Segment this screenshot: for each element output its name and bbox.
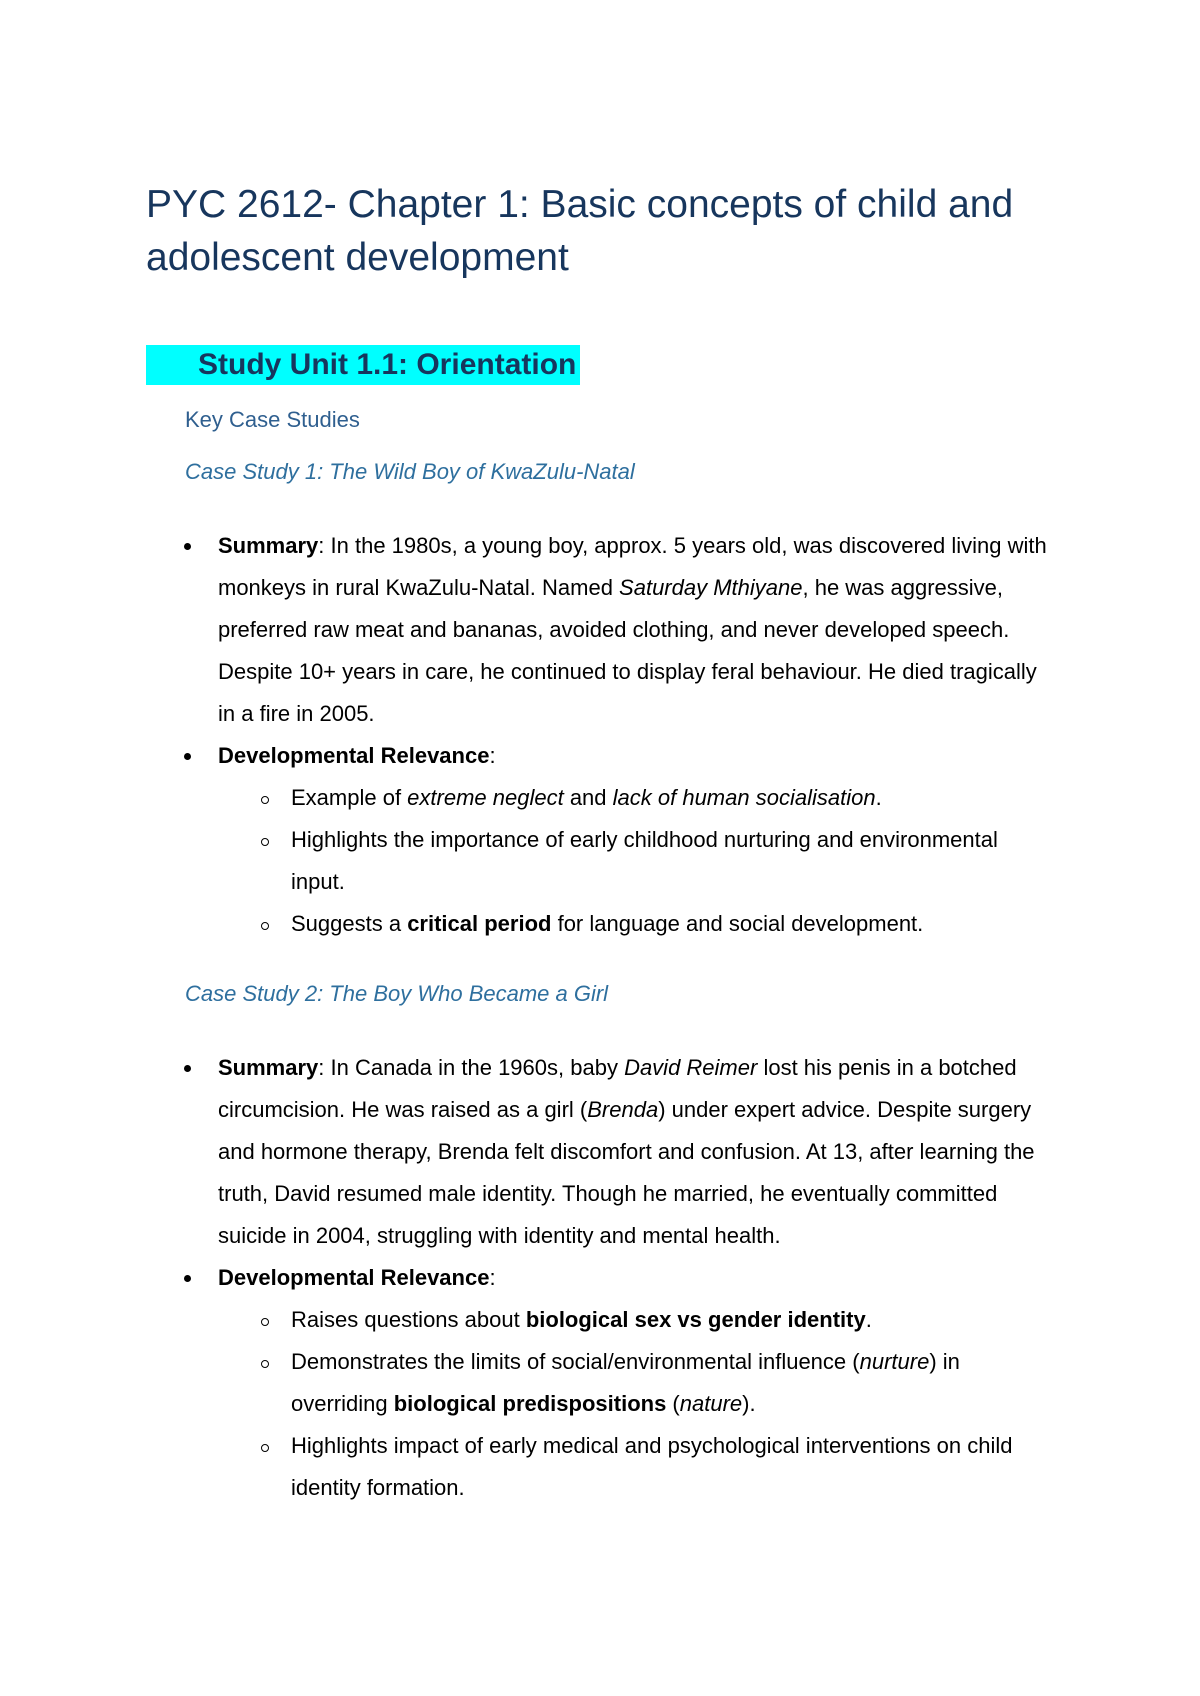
- point-emphasis: lack of human socialisation: [612, 785, 876, 810]
- point-text: (: [666, 1391, 680, 1416]
- point-text: ).: [742, 1391, 756, 1416]
- relevance-point: [218, 1299, 1056, 1341]
- relevance-point: [218, 1425, 1056, 1509]
- summary-text: : In Canada in the 1960s, baby: [318, 1055, 625, 1080]
- key-case-studies-heading: Key Case Studies: [185, 407, 360, 432]
- point-emphasis: nurture: [859, 1349, 930, 1374]
- document-title: PYC 2612- Chapter 1: Basic concepts of child and adolescent development: [146, 183, 1014, 279]
- case-study-2-summary: [176, 1047, 1056, 1257]
- case-study-1-bullets: [176, 525, 1056, 945]
- bullet-circle-icon: [261, 838, 269, 846]
- case-study-1-title: Case Study 1: The Wild Boy of KwaZulu-Natal: [185, 459, 635, 484]
- bullet-dot-icon: [184, 1275, 191, 1282]
- case-study-1-relevance-points: [218, 777, 1056, 945]
- summary-text: : In the 1980s, a young boy, approx. 5 years old, was discovered living with monkeys in rural KwaZulu-Natal. Named: [218, 533, 1047, 600]
- case-study-2-relevance: [176, 1257, 1056, 1509]
- case-study-1-body: [176, 525, 1056, 945]
- point-emphasis: extreme neglect: [407, 785, 564, 810]
- point-text: Example of: [291, 785, 408, 810]
- point-bold: biological sex vs gender identity: [525, 1307, 866, 1332]
- case-study-1-relevance: [176, 735, 1056, 945]
- relevance-label: Developmental Relevance: [218, 1265, 490, 1290]
- point-text: ) in overriding: [291, 1349, 960, 1416]
- summary-name: Brenda: [587, 1097, 659, 1122]
- point-text: Suggests a: [291, 911, 408, 936]
- point-text: .: [865, 1307, 872, 1332]
- point-text: Raises questions about: [291, 1307, 526, 1332]
- point-emphasis: nature: [679, 1391, 743, 1416]
- bullet-dot-icon: [184, 753, 191, 760]
- summary-name: Saturday Mthiyane: [619, 575, 803, 600]
- point-text: for language and social development.: [551, 911, 924, 936]
- bullet-circle-icon: [261, 922, 269, 930]
- study-unit-heading: Study Unit 1.1: Orientation: [146, 345, 580, 385]
- summary-text: lost his penis in a botched circumcision. He was raised as a girl (: [218, 1055, 1017, 1122]
- point-text: .: [875, 785, 882, 810]
- summary-text: ) under expert advice. Despite surgery and hormone therapy, Brenda felt discomfort and confusion. At 13, after learning the truth, David resumed male identity. Though he married, he eventually committed suicide in 2004, struggling with identity and mental health.: [218, 1097, 1035, 1248]
- summary-name: David Reimer: [624, 1055, 758, 1080]
- point-bold: critical period: [407, 911, 552, 936]
- relevance-colon: :: [489, 1265, 496, 1290]
- case-study-1-summary: [176, 525, 1056, 735]
- point-bold: biological predispositions: [393, 1391, 667, 1416]
- summary-text: , he was aggressive, preferred raw meat and bananas, avoided clothing, and never developed speech. Despite 10+ years in care, he continued to display feral behaviour. He died tragically in a fire in 2005.: [218, 575, 1037, 726]
- point-text: Highlights the importance of early childhood nurturing and environmental input.: [291, 827, 998, 894]
- relevance-point: [218, 1341, 1056, 1425]
- case-study-2-relevance-points: [218, 1299, 1056, 1509]
- bullet-circle-icon: [261, 1360, 269, 1368]
- point-text: Demonstrates the limits of social/environmental influence (: [291, 1349, 860, 1374]
- point-text: Highlights impact of early medical and psychological interventions on child identity formation.: [291, 1433, 1013, 1500]
- summary-label: Summary: [218, 1055, 319, 1080]
- bullet-dot-icon: [184, 1065, 191, 1072]
- relevance-point: [218, 777, 1056, 819]
- relevance-point: [218, 819, 1056, 903]
- point-text: and: [563, 785, 613, 810]
- summary-label: Summary: [218, 533, 319, 558]
- bullet-dot-icon: [184, 543, 191, 550]
- bullet-circle-icon: [261, 796, 269, 804]
- bullet-circle-icon: [261, 1444, 269, 1452]
- bullet-circle-icon: [261, 1318, 269, 1326]
- case-study-2-body: [176, 1047, 1056, 1509]
- case-study-2-title: Case Study 2: The Boy Who Became a Girl: [185, 981, 609, 1006]
- relevance-label: Developmental Relevance: [218, 743, 490, 768]
- case-study-2-bullets: [176, 1047, 1056, 1509]
- relevance-colon: :: [489, 743, 496, 768]
- relevance-point: [218, 903, 1056, 945]
